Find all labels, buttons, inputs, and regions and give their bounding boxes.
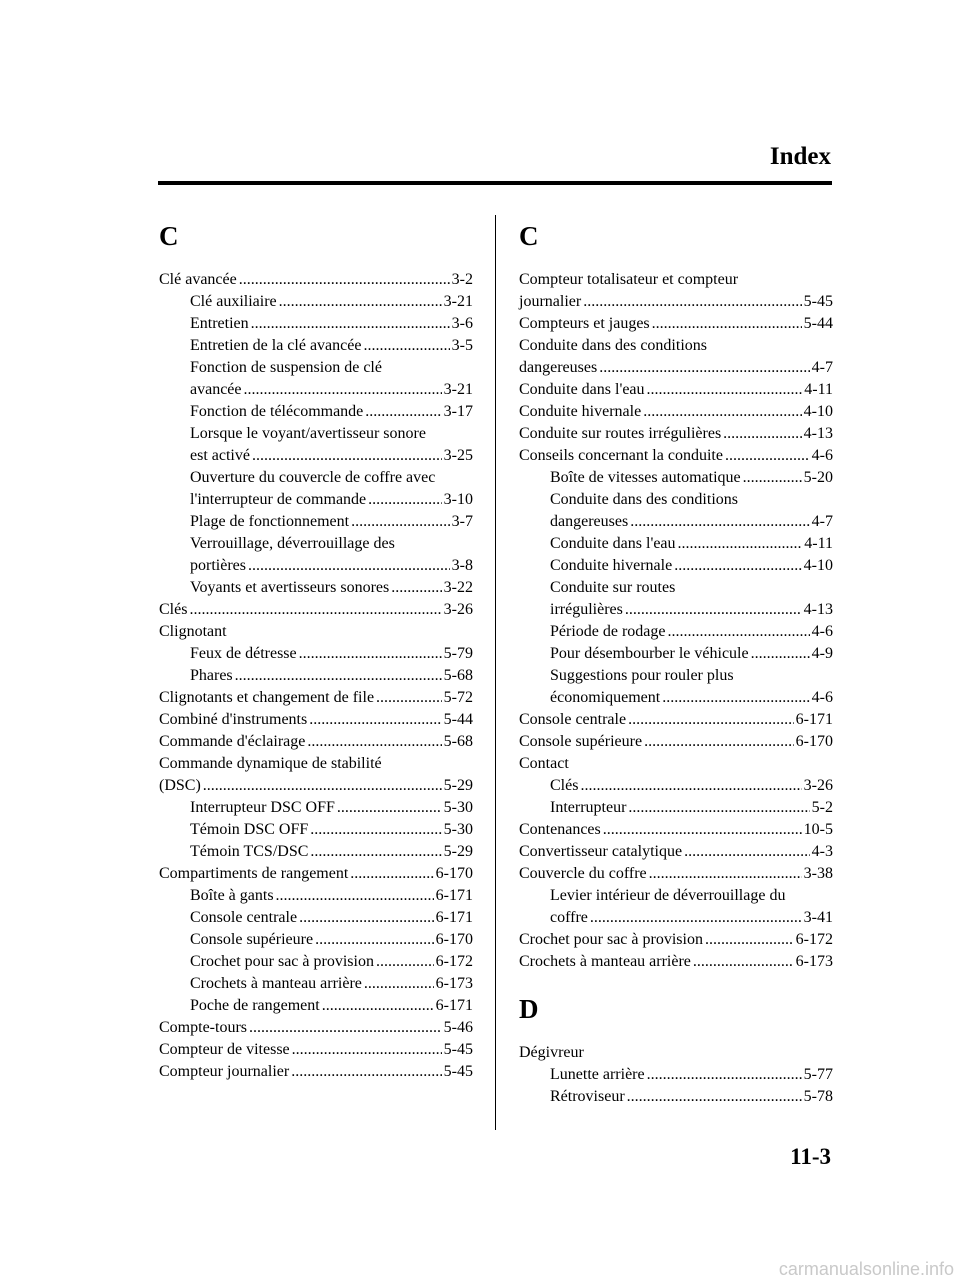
entry-page: 3-8 xyxy=(451,557,473,574)
entry-term: Clé avancée xyxy=(159,271,237,288)
entry-term: Compteur totalisateur et compteur xyxy=(519,271,739,288)
dot-leader xyxy=(239,269,450,291)
index-entry xyxy=(159,753,473,797)
index-subentry xyxy=(159,291,473,313)
entry-term: Contact xyxy=(519,755,569,772)
index-subentry xyxy=(159,907,473,929)
entry-page: 6-171 xyxy=(795,711,833,728)
entry-term: Conduite dans des conditions xyxy=(550,491,738,508)
entry-page: 5-79 xyxy=(443,645,473,662)
dot-leader xyxy=(705,929,794,951)
entry-term: Témoin DSC OFF xyxy=(190,821,309,838)
entry-page: 4-13 xyxy=(803,601,833,618)
entry-term: Levier intérieur de déverrouillage du xyxy=(550,887,786,904)
index-entry xyxy=(159,621,473,643)
entry-page: 6-171 xyxy=(435,997,473,1014)
index-column-left xyxy=(159,218,473,1083)
entry-term: Conseils concernant la conduite xyxy=(519,447,723,464)
entry-term: Crochets à manteau arrière xyxy=(190,975,362,992)
dot-leader xyxy=(244,379,442,401)
entry-page: 6-170 xyxy=(435,865,473,882)
entry-page: 3-17 xyxy=(443,403,473,420)
entry-page: 3-22 xyxy=(443,579,473,596)
entry-page: 5-78 xyxy=(803,1088,833,1105)
entry-term: Clés xyxy=(550,777,579,794)
entry-page: 3-25 xyxy=(443,447,473,464)
dot-leader xyxy=(368,489,442,511)
entry-term: Verrouillage, déverrouillage des xyxy=(190,535,395,552)
dot-leader xyxy=(391,577,441,599)
dot-leader xyxy=(647,1064,802,1086)
entry-term: Crochet pour sac à provision xyxy=(190,953,374,970)
dot-leader xyxy=(674,555,801,577)
entry-term: Clés xyxy=(159,601,188,618)
index-subentry xyxy=(159,951,473,973)
index-subentry xyxy=(159,819,473,841)
entry-term: Rétroviseur xyxy=(550,1088,625,1105)
dot-leader xyxy=(299,643,442,665)
entry-page: 6-171 xyxy=(435,909,473,926)
dot-leader xyxy=(628,709,794,731)
entry-term: Lunette arrière xyxy=(550,1066,645,1083)
index-subentry xyxy=(519,1086,833,1108)
page-number: 11-3 xyxy=(790,1144,831,1169)
entry-term: Commande d'éclairage xyxy=(159,733,306,750)
index-entry xyxy=(519,1042,833,1064)
index-subentry xyxy=(519,489,833,533)
entry-page: 5-30 xyxy=(443,799,473,816)
entry-page: 4-11 xyxy=(804,535,833,552)
entry-term: Compte-tours xyxy=(159,1019,247,1036)
entry-page: 4-10 xyxy=(803,557,833,574)
dot-leader xyxy=(251,313,450,335)
entry-term: Clignotants et changement de file xyxy=(159,689,375,706)
entry-page: 5-29 xyxy=(443,843,473,860)
header-rule xyxy=(158,181,832,185)
entry-term: Crochets à manteau arrière xyxy=(519,953,691,970)
dot-leader xyxy=(310,819,441,841)
dot-leader xyxy=(235,665,442,687)
entry-term: Pour désembourber le véhicule xyxy=(550,645,749,662)
entry-term: Conduite dans des conditions xyxy=(519,337,707,354)
index-subentry xyxy=(159,797,473,819)
entry-term: Boîte de vitesses automatique xyxy=(550,469,741,486)
entry-term: dangereuses xyxy=(519,359,598,376)
entry-page: 4-10 xyxy=(803,403,833,420)
entry-term: Entretien xyxy=(190,315,249,332)
entry-term: économiquement xyxy=(550,689,661,706)
index-subentry xyxy=(159,973,473,995)
dot-leader xyxy=(751,643,810,665)
index-subentry xyxy=(519,775,833,797)
dot-leader xyxy=(376,951,434,973)
dot-leader xyxy=(351,511,450,533)
dot-leader xyxy=(350,863,433,885)
index-entry xyxy=(519,753,833,775)
entry-page: 5-2 xyxy=(811,799,833,816)
dot-leader xyxy=(644,731,794,753)
entry-page: 5-44 xyxy=(443,711,473,728)
index-subentry xyxy=(159,577,473,599)
entry-term: Convertisseur catalytique xyxy=(519,843,683,860)
index-subentry xyxy=(159,533,473,577)
entry-term: Période de rodage xyxy=(550,623,666,640)
entry-term: Plage de fonctionnement xyxy=(190,513,350,530)
dot-leader xyxy=(625,599,802,621)
entry-term: Console supérieure xyxy=(519,733,643,750)
index-subentry xyxy=(519,665,833,709)
dot-leader xyxy=(630,511,809,533)
entry-term: Phares xyxy=(190,667,233,684)
dot-leader xyxy=(322,995,434,1017)
dot-leader xyxy=(337,797,442,819)
entry-term: dangereuses xyxy=(550,513,629,530)
index-entry xyxy=(519,929,833,951)
entry-page: 5-68 xyxy=(443,733,473,750)
index-entry xyxy=(519,819,833,841)
entry-term: avancée xyxy=(190,381,242,398)
entry-term: Interrupteur DSC OFF xyxy=(190,799,335,816)
section-letter: D xyxy=(519,994,539,1024)
entry-term: (DSC) xyxy=(159,777,201,794)
entry-term: Ouverture du couvercle de coffre avec xyxy=(190,469,436,486)
entry-term: Conduite sur routes xyxy=(550,579,676,596)
entry-page: 5-77 xyxy=(803,1066,833,1083)
index-entry xyxy=(159,1017,473,1039)
index-subentry xyxy=(519,621,833,643)
dot-leader xyxy=(276,885,434,907)
dot-leader xyxy=(662,687,809,709)
entry-page: 4-11 xyxy=(804,381,833,398)
entry-page: 5-68 xyxy=(443,667,473,684)
entry-page: 5-45 xyxy=(443,1041,473,1058)
index-subentry xyxy=(159,885,473,907)
entry-page: 6-170 xyxy=(795,733,833,750)
dot-leader xyxy=(309,709,441,731)
entry-page: 3-21 xyxy=(443,381,473,398)
entry-term: Console centrale xyxy=(190,909,298,926)
entry-term: Console supérieure xyxy=(190,931,314,948)
index-entry xyxy=(519,445,833,467)
index-subentry xyxy=(519,533,833,555)
dot-leader xyxy=(307,731,441,753)
entry-page: 6-170 xyxy=(435,931,473,948)
dot-leader xyxy=(693,951,794,973)
column-divider xyxy=(495,215,496,1130)
dot-leader xyxy=(668,621,810,643)
section-letter: C xyxy=(159,221,179,251)
index-entry xyxy=(519,709,833,731)
dot-leader xyxy=(363,335,449,357)
entry-term: Clé auxiliaire xyxy=(190,293,277,310)
entry-page: 3-26 xyxy=(803,777,833,794)
index-entry xyxy=(159,1039,473,1061)
entry-page: 4-7 xyxy=(811,513,833,530)
entry-page: 4-3 xyxy=(811,843,833,860)
dot-leader xyxy=(628,797,809,819)
index-column-right xyxy=(519,218,833,1108)
dot-leader xyxy=(627,1086,802,1108)
entry-term: Conduite dans l'eau xyxy=(519,381,645,398)
entry-term: Conduite hivernale xyxy=(519,403,642,420)
entry-page: 10-5 xyxy=(803,821,833,838)
entry-page: 6-172 xyxy=(795,931,833,948)
entry-term: Suggestions pour rouler plus xyxy=(550,667,734,684)
dot-leader xyxy=(725,445,810,467)
index-subentry xyxy=(159,423,473,467)
index-entry xyxy=(159,269,473,291)
index-entry xyxy=(159,863,473,885)
dot-leader xyxy=(590,907,802,929)
index-entry xyxy=(519,841,833,863)
entry-term: Boîte à gants xyxy=(190,887,274,904)
index-subentry xyxy=(519,577,833,621)
entry-term: Fonction de suspension de clé xyxy=(190,359,382,376)
dot-leader xyxy=(376,687,442,709)
entry-page: 3-5 xyxy=(451,337,473,354)
dot-leader xyxy=(365,401,441,423)
index-subentry xyxy=(519,555,833,577)
entry-term: Entretien de la clé avancée xyxy=(190,337,362,354)
entry-term: Poche de rangement xyxy=(190,997,320,1014)
dot-leader xyxy=(580,775,801,797)
dot-leader xyxy=(252,445,442,467)
entry-page: 5-45 xyxy=(443,1063,473,1080)
index-entry xyxy=(519,951,833,973)
index-entry xyxy=(519,335,833,379)
index-subentry xyxy=(519,1064,833,1086)
dot-leader xyxy=(684,841,810,863)
entry-term: coffre xyxy=(550,909,588,926)
dot-leader xyxy=(643,401,801,423)
dot-leader xyxy=(647,379,803,401)
entry-term: portières xyxy=(190,557,246,574)
entry-page: 5-30 xyxy=(443,821,473,838)
entry-term: Compartiments de rangement xyxy=(159,865,349,882)
section-letter: C xyxy=(519,221,539,251)
entry-term: est activé xyxy=(190,447,250,464)
entry-page: 4-7 xyxy=(811,359,833,376)
dot-leader xyxy=(599,357,809,379)
entry-term: Couvercle du coffre xyxy=(519,865,647,882)
entry-term: Lorsque le voyant/avertisseur sonore xyxy=(190,425,426,442)
entry-page: 3-6 xyxy=(451,315,473,332)
dot-leader xyxy=(723,423,802,445)
index-subentry xyxy=(159,643,473,665)
index-entry xyxy=(519,863,833,885)
entry-page: 5-46 xyxy=(443,1019,473,1036)
index-subentry xyxy=(159,511,473,533)
index-subentry xyxy=(519,797,833,819)
entry-page: 6-173 xyxy=(795,953,833,970)
dot-leader xyxy=(249,1017,442,1039)
dot-leader xyxy=(291,1061,441,1083)
dot-leader xyxy=(603,819,802,841)
index-entry xyxy=(519,313,833,335)
index-entry xyxy=(159,599,473,621)
entry-page: 4-13 xyxy=(803,425,833,442)
entry-term: Commande dynamique de stabilité xyxy=(159,755,382,772)
index-subentry xyxy=(159,401,473,423)
entry-page: 5-45 xyxy=(803,293,833,310)
entry-page: 5-29 xyxy=(443,777,473,794)
entry-page: 6-171 xyxy=(435,887,473,904)
index-subentry xyxy=(159,929,473,951)
dot-leader xyxy=(248,555,450,577)
entry-term: Clignotant xyxy=(159,623,227,640)
entry-term: Témoin TCS/DSC xyxy=(190,843,309,860)
index-entry xyxy=(159,1061,473,1083)
entry-term: l'interrupteur de commande xyxy=(190,491,367,508)
dot-leader xyxy=(299,907,434,929)
entry-term: Crochet pour sac à provision xyxy=(519,931,703,948)
entry-term: irrégulières xyxy=(550,601,623,618)
entry-term: Conduite hivernale xyxy=(550,557,673,574)
index-subentry xyxy=(519,643,833,665)
entry-term: Feux de détresse xyxy=(190,645,297,662)
dot-leader xyxy=(743,467,802,489)
entry-term: journalier xyxy=(519,293,582,310)
entry-term: Combiné d'instruments xyxy=(159,711,308,728)
entry-page: 6-172 xyxy=(435,953,473,970)
dot-leader xyxy=(649,863,802,885)
index-subentry xyxy=(159,313,473,335)
entry-term: Contenances xyxy=(519,821,601,838)
dot-leader xyxy=(583,291,801,313)
index-entry xyxy=(519,423,833,445)
index-entry xyxy=(519,731,833,753)
index-subentry xyxy=(519,467,833,489)
index-entry xyxy=(159,687,473,709)
entry-term: Voyants et avertisseurs sonores xyxy=(190,579,390,596)
entry-term: Compteur de vitesse xyxy=(159,1041,290,1058)
index-subentry xyxy=(159,841,473,863)
entry-page: 3-38 xyxy=(803,865,833,882)
entry-page: 4-6 xyxy=(811,623,833,640)
index-entry xyxy=(159,709,473,731)
entry-term: Compteurs et jauges xyxy=(519,315,650,332)
entry-page: 4-6 xyxy=(811,447,833,464)
page-header-title: Index xyxy=(769,143,831,170)
dot-leader xyxy=(189,599,441,621)
entry-page: 3-7 xyxy=(451,513,473,530)
dot-leader xyxy=(279,291,442,313)
dot-leader xyxy=(292,1039,442,1061)
entry-page: 5-44 xyxy=(803,315,833,332)
dot-leader xyxy=(652,313,802,335)
index-subentry xyxy=(159,995,473,1017)
entry-term: Interrupteur xyxy=(550,799,627,816)
entry-page: 3-10 xyxy=(443,491,473,508)
dot-leader xyxy=(678,533,803,555)
entry-term: Conduite sur routes irrégulières xyxy=(519,425,722,442)
entry-term: Fonction de télécommande xyxy=(190,403,364,420)
entry-page: 4-6 xyxy=(811,689,833,706)
index-entry xyxy=(519,269,833,313)
index-entry xyxy=(519,401,833,423)
dot-leader xyxy=(315,929,434,951)
entry-page: 3-2 xyxy=(451,271,473,288)
entry-page: 3-21 xyxy=(443,293,473,310)
entry-page: 3-26 xyxy=(443,601,473,618)
index-subentry xyxy=(159,467,473,511)
index-subentry xyxy=(159,665,473,687)
entry-page: 6-173 xyxy=(435,975,473,992)
dot-leader xyxy=(203,775,442,797)
index-entry xyxy=(519,379,833,401)
index-entry xyxy=(159,731,473,753)
entry-page: 3-41 xyxy=(803,909,833,926)
index-subentry xyxy=(519,885,833,929)
index-subentry xyxy=(159,357,473,401)
watermark: carmanualsonline.info xyxy=(778,1259,954,1279)
dot-leader xyxy=(310,841,441,863)
dot-leader xyxy=(364,973,434,995)
entry-page: 4-9 xyxy=(811,645,833,662)
entry-page: 5-72 xyxy=(443,689,473,706)
entry-term: Dégivreur xyxy=(519,1044,584,1061)
entry-term: Compteur journalier xyxy=(159,1063,290,1080)
entry-page: 5-20 xyxy=(803,469,833,486)
entry-term: Conduite dans l'eau xyxy=(550,535,676,552)
entry-term: Console centrale xyxy=(519,711,627,728)
index-subentry xyxy=(159,335,473,357)
